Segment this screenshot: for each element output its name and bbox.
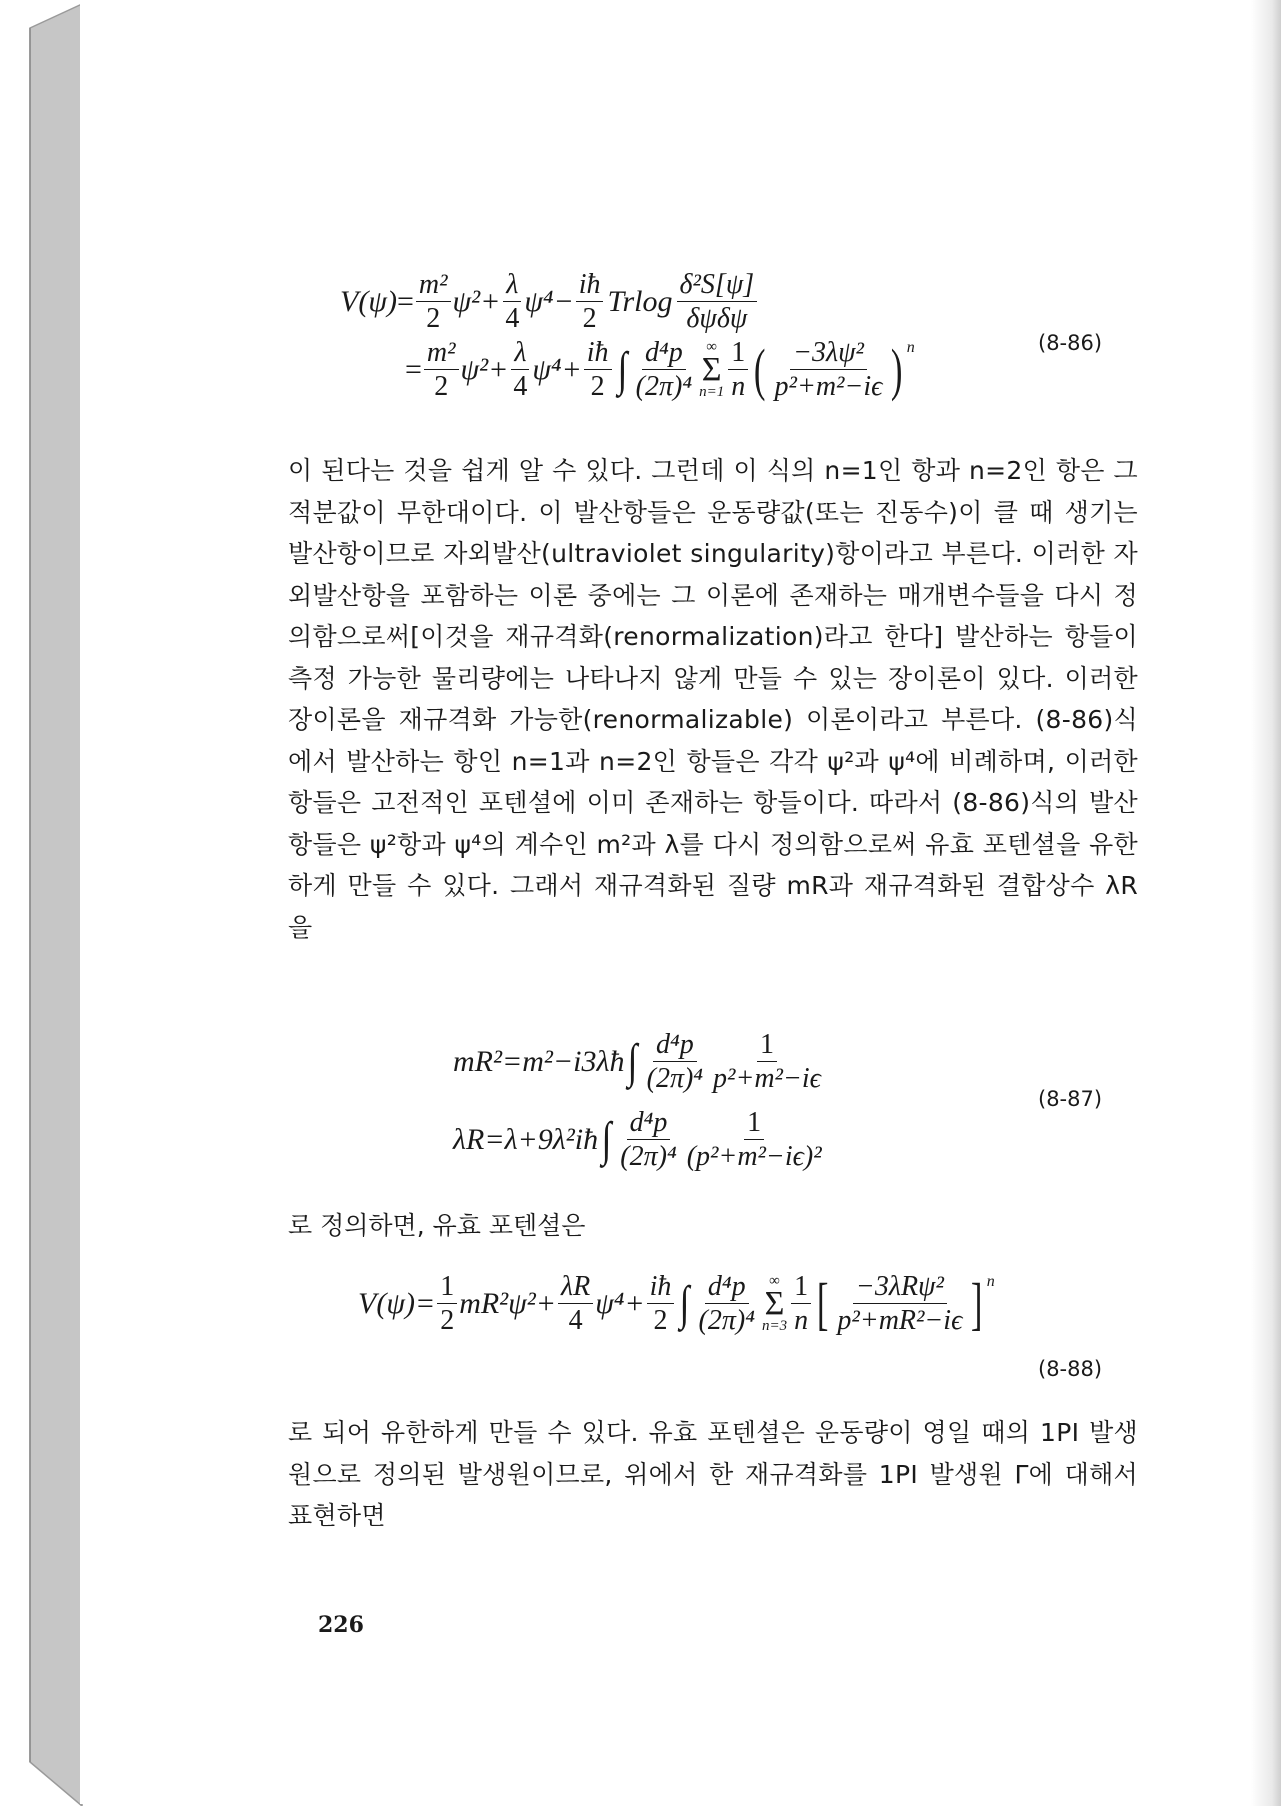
page-edge-shadow [1251,0,1281,1806]
equation-8-88 [358,1272,1078,1352]
numerator: d⁴p [653,1030,697,1062]
sigma-icon: Σ [701,350,722,388]
equation-8-86 [340,270,1140,420]
body-text-block-3 [288,1412,1138,1537]
numerator: d⁴p [705,1272,749,1304]
equation-8-86-line-2: = $\frac{\text{m²}}{2}$ ψ²+ $\frac{\lambda}{4}$ ψ⁴+ $\frac{iħ}{2}$ ∫ $\frac{\text{d⁴p}}{\text{(2π)⁴}}$ ∞ Σ n=1 $\frac{1}{n}$ ( $\frac{\text{−3λψ²}}{\text{p²+m²−iϵ}}$ ) $^n$ [405,336,915,403]
denominator: (2π)⁴ [620,1141,677,1173]
denominator: n [731,371,746,403]
eq-lhs: mR²=m²−i3λħ [453,1044,625,1078]
fraction [576,270,604,334]
equation-8-86-line-1 [340,270,759,334]
term: ψ²+ [452,284,501,318]
numerator: iħ [647,1272,675,1304]
term: ψ²+ [460,352,509,386]
term: Trlog [607,284,673,318]
denominator: 2 [434,371,449,403]
fraction [710,1030,824,1094]
numerator: iħ [576,270,604,302]
integral-sign: ∫ [601,1112,612,1166]
denominator: 2 [653,1305,668,1337]
page-number: 226 [318,1612,364,1638]
eq-lhs: V(ψ) [340,284,397,318]
denominator: n [794,1305,809,1337]
summation [699,340,724,401]
fraction [416,270,451,334]
eq-lhs: V(ψ)= [358,1286,436,1320]
denominator: δψδψ [686,303,748,335]
numerator: 1 [757,1030,777,1062]
numerator: m² [424,338,459,370]
fraction [644,1030,706,1094]
fraction [502,270,522,334]
fraction [424,338,459,402]
numerator: λ [511,338,529,370]
fraction [617,1108,679,1172]
numerator: 1 [744,1108,764,1140]
equation-8-87-line-2 [453,1108,827,1172]
summation [762,1274,787,1335]
integral-sign: ∫ [680,1276,690,1330]
fraction [772,338,886,402]
sigma-icon: Σ [764,1284,785,1322]
equation-number-8-87: (8-87) [1038,1087,1103,1111]
denominator: 2 [440,1305,455,1337]
denominator: p²+m²−iϵ [713,1063,821,1095]
equation-8-87 [453,1030,1053,1180]
numerator: iħ [584,338,612,370]
term: ψ⁴− [524,284,574,318]
fraction [647,1272,675,1336]
paragraph-1: 이 된다는 것을 쉽게 알 수 있다. 그런데 이 식의 n=1인 항과 n=2인 항은 그 적분값이 무한대이다. 이 발산항들은 운동량값(또는 진동수)이 클 때 생기는 발산항이므로 자외발산(ultraviolet singularity)항이라고 부른다. 이러한 자외발산항을 포함하는 이론 중에는 그 이론에 존재하는 매개변수들을 다시 정의함으로써[이것을 재규격화(renormalization)라고 한다] 발산하는 항들이 측정 가능한 물리량에는 나타나지 않게 만들 수 있는 장이론이 있다. 이러한 장이론을 재규격화 가능한(renormalizable) 이론이라고 부른다. (8-86)식에서 발산하는 항인 n=1과 n=2인 항들은 각각 ψ²과 ψ⁴에 비례하며, 이러한 항들은 고전적인 포텐셜에 이미 존재하는 항들이다. 따라서 (8-86)식의 발산항들은 ψ²항과 ψ⁴의 계수인 m²과 λ를 다시 정의함으로써 유효 포텐셜을 유한하게 만들 수 있다. 그래서 재규격화된 질량 mR과 재규격화된 결합상수 λR을 [288,456,1138,942]
fraction [728,338,748,402]
body-text-block-2 [288,1205,1138,1247]
denominator: p²+m²−iϵ [774,371,883,403]
equation-8-88-line-1: V(ψ)= $\frac{1}{2}$ mR²ψ²+ $\frac{\lambda R}{4}$ ψ⁴+ $\frac{iħ}{2}$ ∫ $\frac{\text{d⁴p}}{\text{(2π)⁴}}$ ∞ Σ n=3 $\frac{1}{n}$ [ $\frac{\text{−3λRψ²}}{\text{p²+mR²−iϵ}}$ ] $^n$ [358,1270,995,1337]
denominator: p²+mR²−iϵ [837,1305,963,1337]
left-paren: ( [754,336,766,402]
fraction [633,338,695,402]
fraction [558,1272,593,1336]
term: mR²ψ²+ [459,1286,557,1320]
denominator: 2 [590,371,605,403]
eq-equals: = [405,352,422,386]
denominator: (2π)⁴ [698,1305,755,1337]
fraction [584,338,612,402]
denominator: (2π)⁴ [635,371,693,403]
fraction [437,1272,457,1336]
right-paren: ) [891,336,903,402]
denominator: 2 [426,303,441,335]
eq-lhs: λR=λ+9λ²iħ [453,1122,599,1156]
numerator: 1 [791,1272,811,1304]
denominator: 4 [568,1305,583,1337]
fraction [791,1272,811,1336]
numerator: −3λRψ² [853,1272,947,1304]
numerator: 1 [437,1272,457,1304]
term: ψ⁴+ [595,1286,645,1320]
fraction [696,1272,758,1336]
denominator: 2 [582,303,597,335]
denominator: 4 [513,371,528,403]
fraction [677,270,758,334]
numerator: m² [416,270,451,302]
integral-sign: ∫ [628,1034,638,1088]
right-bracket: ] [971,1270,983,1336]
fraction [684,1108,825,1172]
sum-lower: n=1 [699,384,725,401]
denominator: (2π)⁴ [646,1063,704,1095]
eq-equals: = [396,284,414,318]
body-text-block-1 [288,450,1138,948]
sum-upper: ∞ [706,338,717,355]
denominator: 4 [505,303,520,335]
fraction [834,1272,965,1336]
numerator: d⁴p [627,1108,671,1140]
numerator: λ [503,270,521,302]
integral-sign: ∫ [617,342,628,396]
numerator: δ²S[ψ] [677,270,758,302]
left-bracket: [ [816,1270,829,1336]
numerator: 1 [728,338,748,370]
numerator: −3λψ² [790,338,867,370]
paragraph-2: 로 정의하면, 유효 포텐셜은 [288,1211,586,1240]
book-spine [0,0,84,1806]
numerator: λR [558,1272,593,1304]
denominator: (p²+m²−iϵ)² [686,1141,822,1173]
fraction [510,338,530,402]
numerator: d⁴p [642,338,686,370]
paragraph-3: 로 되어 유한하게 만들 수 있다. 유효 포텐셜은 운동량이 영일 때의 1PI 발생원으로 정의된 발생원이므로, 위에서 한 재규격화를 1PI 발생원 Γ에 대해서 표현하면 [288,1418,1138,1530]
sum-lower: n=3 [761,1318,788,1335]
term: ψ⁴+ [532,352,582,386]
equation-number-8-88: (8-88) [1038,1357,1103,1381]
sum-upper: ∞ [769,1272,780,1289]
equation-8-87-line-1 [453,1030,826,1094]
equation-number-8-86: (8-86) [1038,331,1103,355]
